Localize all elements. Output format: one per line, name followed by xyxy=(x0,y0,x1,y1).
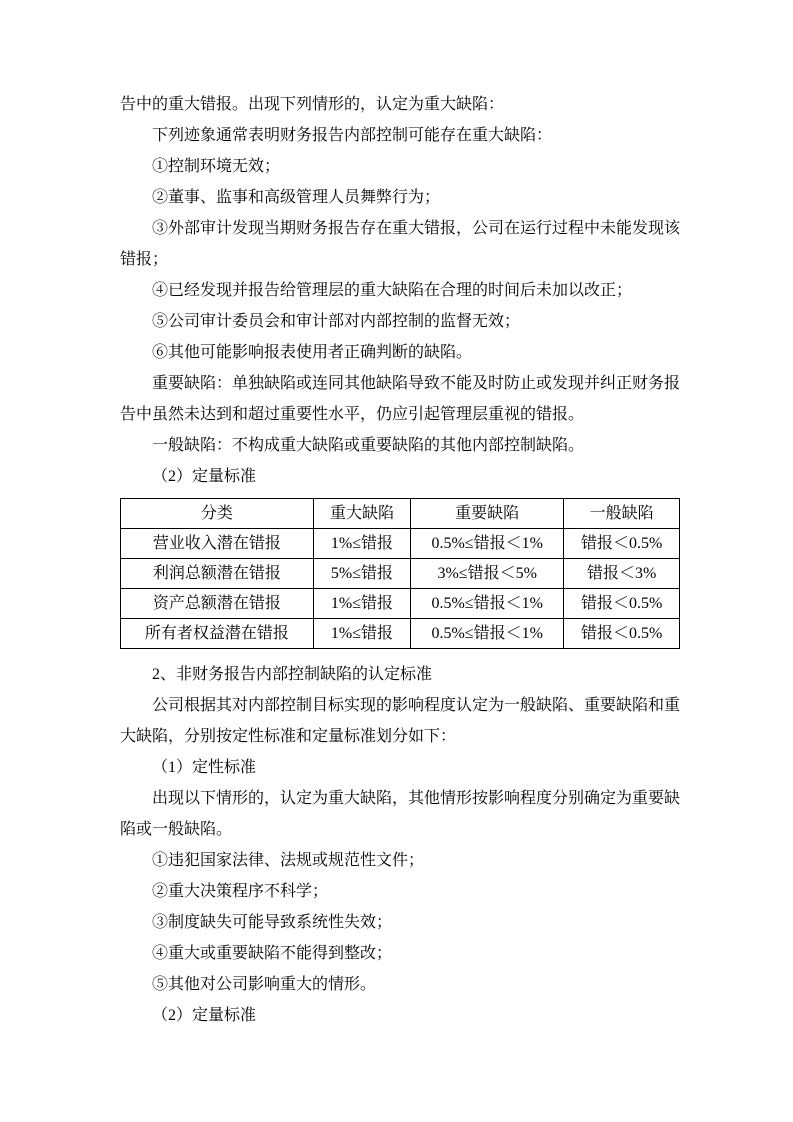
doc-paragraph: ⑥其他可能影响报表使用者正确判断的缺陷。 xyxy=(152,344,473,361)
doc-paragraph: （1）定性标准 xyxy=(152,759,257,776)
doc-paragraph: （2）定量标准 xyxy=(152,1007,257,1024)
table-cell: 1%≤错报 xyxy=(313,529,410,559)
table-cell: 资产总额潜在错报 xyxy=(121,589,314,619)
doc-paragraph: 下列迹象通常表明财务报告内部控制可能存在重大缺陷： xyxy=(152,127,553,144)
doc-paragraph: 告中的重大错报。出现下列情形的，认定为重大缺陷： xyxy=(120,96,505,113)
table-cell: 0.5%≤错报＜1% xyxy=(411,589,564,619)
table-cell: 错报＜0.5% xyxy=(564,589,680,619)
doc-paragraph: ④重大或重要缺陷不能得到整改； xyxy=(152,945,393,962)
table-header-cell: 重大缺陷 xyxy=(313,499,410,529)
doc-paragraph: 2、非财务报告内部控制缺陷的认定标准 xyxy=(152,666,433,683)
table-cell: 0.5%≤错报＜1% xyxy=(411,619,564,649)
doc-paragraph: ①违犯国家法律、法规或规范性文件； xyxy=(152,852,425,869)
quantitative-criteria-table xyxy=(120,498,680,649)
doc-paragraph: ④已经发现并报告给管理层的重大缺陷在合理的时间后未加以改正； xyxy=(152,282,633,299)
doc-paragraph: ②董事、监事和高级管理人员舞弊行为； xyxy=(152,189,441,206)
table-cell: 所有者权益潜在错报 xyxy=(121,619,314,649)
table-cell: 错报＜0.5% xyxy=(564,619,680,649)
table-cell: 1%≤错报 xyxy=(313,619,410,649)
table-header-row xyxy=(121,499,680,529)
doc-paragraph: 出现以下情形的，认定为重大缺陷，其他情形按影响程度分别确定为重要缺陷或一般缺陷。 xyxy=(120,790,681,838)
doc-paragraph: ②重大决策程序不科学； xyxy=(152,883,329,900)
doc-paragraph: ①控制环境无效； xyxy=(152,158,281,175)
doc-paragraph: ⑤公司审计委员会和审计部对内部控制的监督无效； xyxy=(152,313,521,330)
table-row xyxy=(121,589,680,619)
table-cell: 0.5%≤错报＜1% xyxy=(411,529,564,559)
document-content xyxy=(120,89,680,1031)
doc-paragraph: ⑤其他对公司影响重大的情形。 xyxy=(152,976,377,993)
doc-paragraph: （2）定量标准 xyxy=(152,468,257,485)
doc-paragraph: ③外部审计发现当期财务报告存在重大错报，公司在运行过程中未能发现该错报； xyxy=(120,220,681,268)
table-cell: 错报＜3% xyxy=(564,559,680,589)
table-cell: 3%≤错报＜5% xyxy=(411,559,564,589)
table-row xyxy=(121,529,680,559)
table-cell: 营业收入潜在错报 xyxy=(121,529,314,559)
table-cell: 利润总额潜在错报 xyxy=(121,559,314,589)
doc-paragraph: 公司根据其对内部控制目标实现的影响程度认定为一般缺陷、重要缺陷和重大缺陷，分别按定性标准和定量标准划分如下： xyxy=(120,697,681,745)
doc-paragraph: ③制度缺失可能导致系统性失效； xyxy=(152,914,393,931)
table-row xyxy=(121,559,680,589)
table-cell: 错报＜0.5% xyxy=(564,529,680,559)
table-row xyxy=(121,619,680,649)
table-header-cell: 分类 xyxy=(121,499,314,529)
doc-paragraph: 一般缺陷：不构成重大缺陷或重要缺陷的其他内部控制缺陷。 xyxy=(152,437,585,454)
table-cell: 5%≤错报 xyxy=(313,559,410,589)
table-header-cell: 一般缺陷 xyxy=(564,499,680,529)
doc-paragraph: 重要缺陷：单独缺陷或连同其他缺陷导致不能及时防止或发现并纠正财务报告中虽然未达到和超过重要性水平，仍应引起管理层重视的错报。 xyxy=(120,375,681,423)
table-cell: 1%≤错报 xyxy=(313,589,410,619)
table-header-cell: 重要缺陷 xyxy=(411,499,564,529)
